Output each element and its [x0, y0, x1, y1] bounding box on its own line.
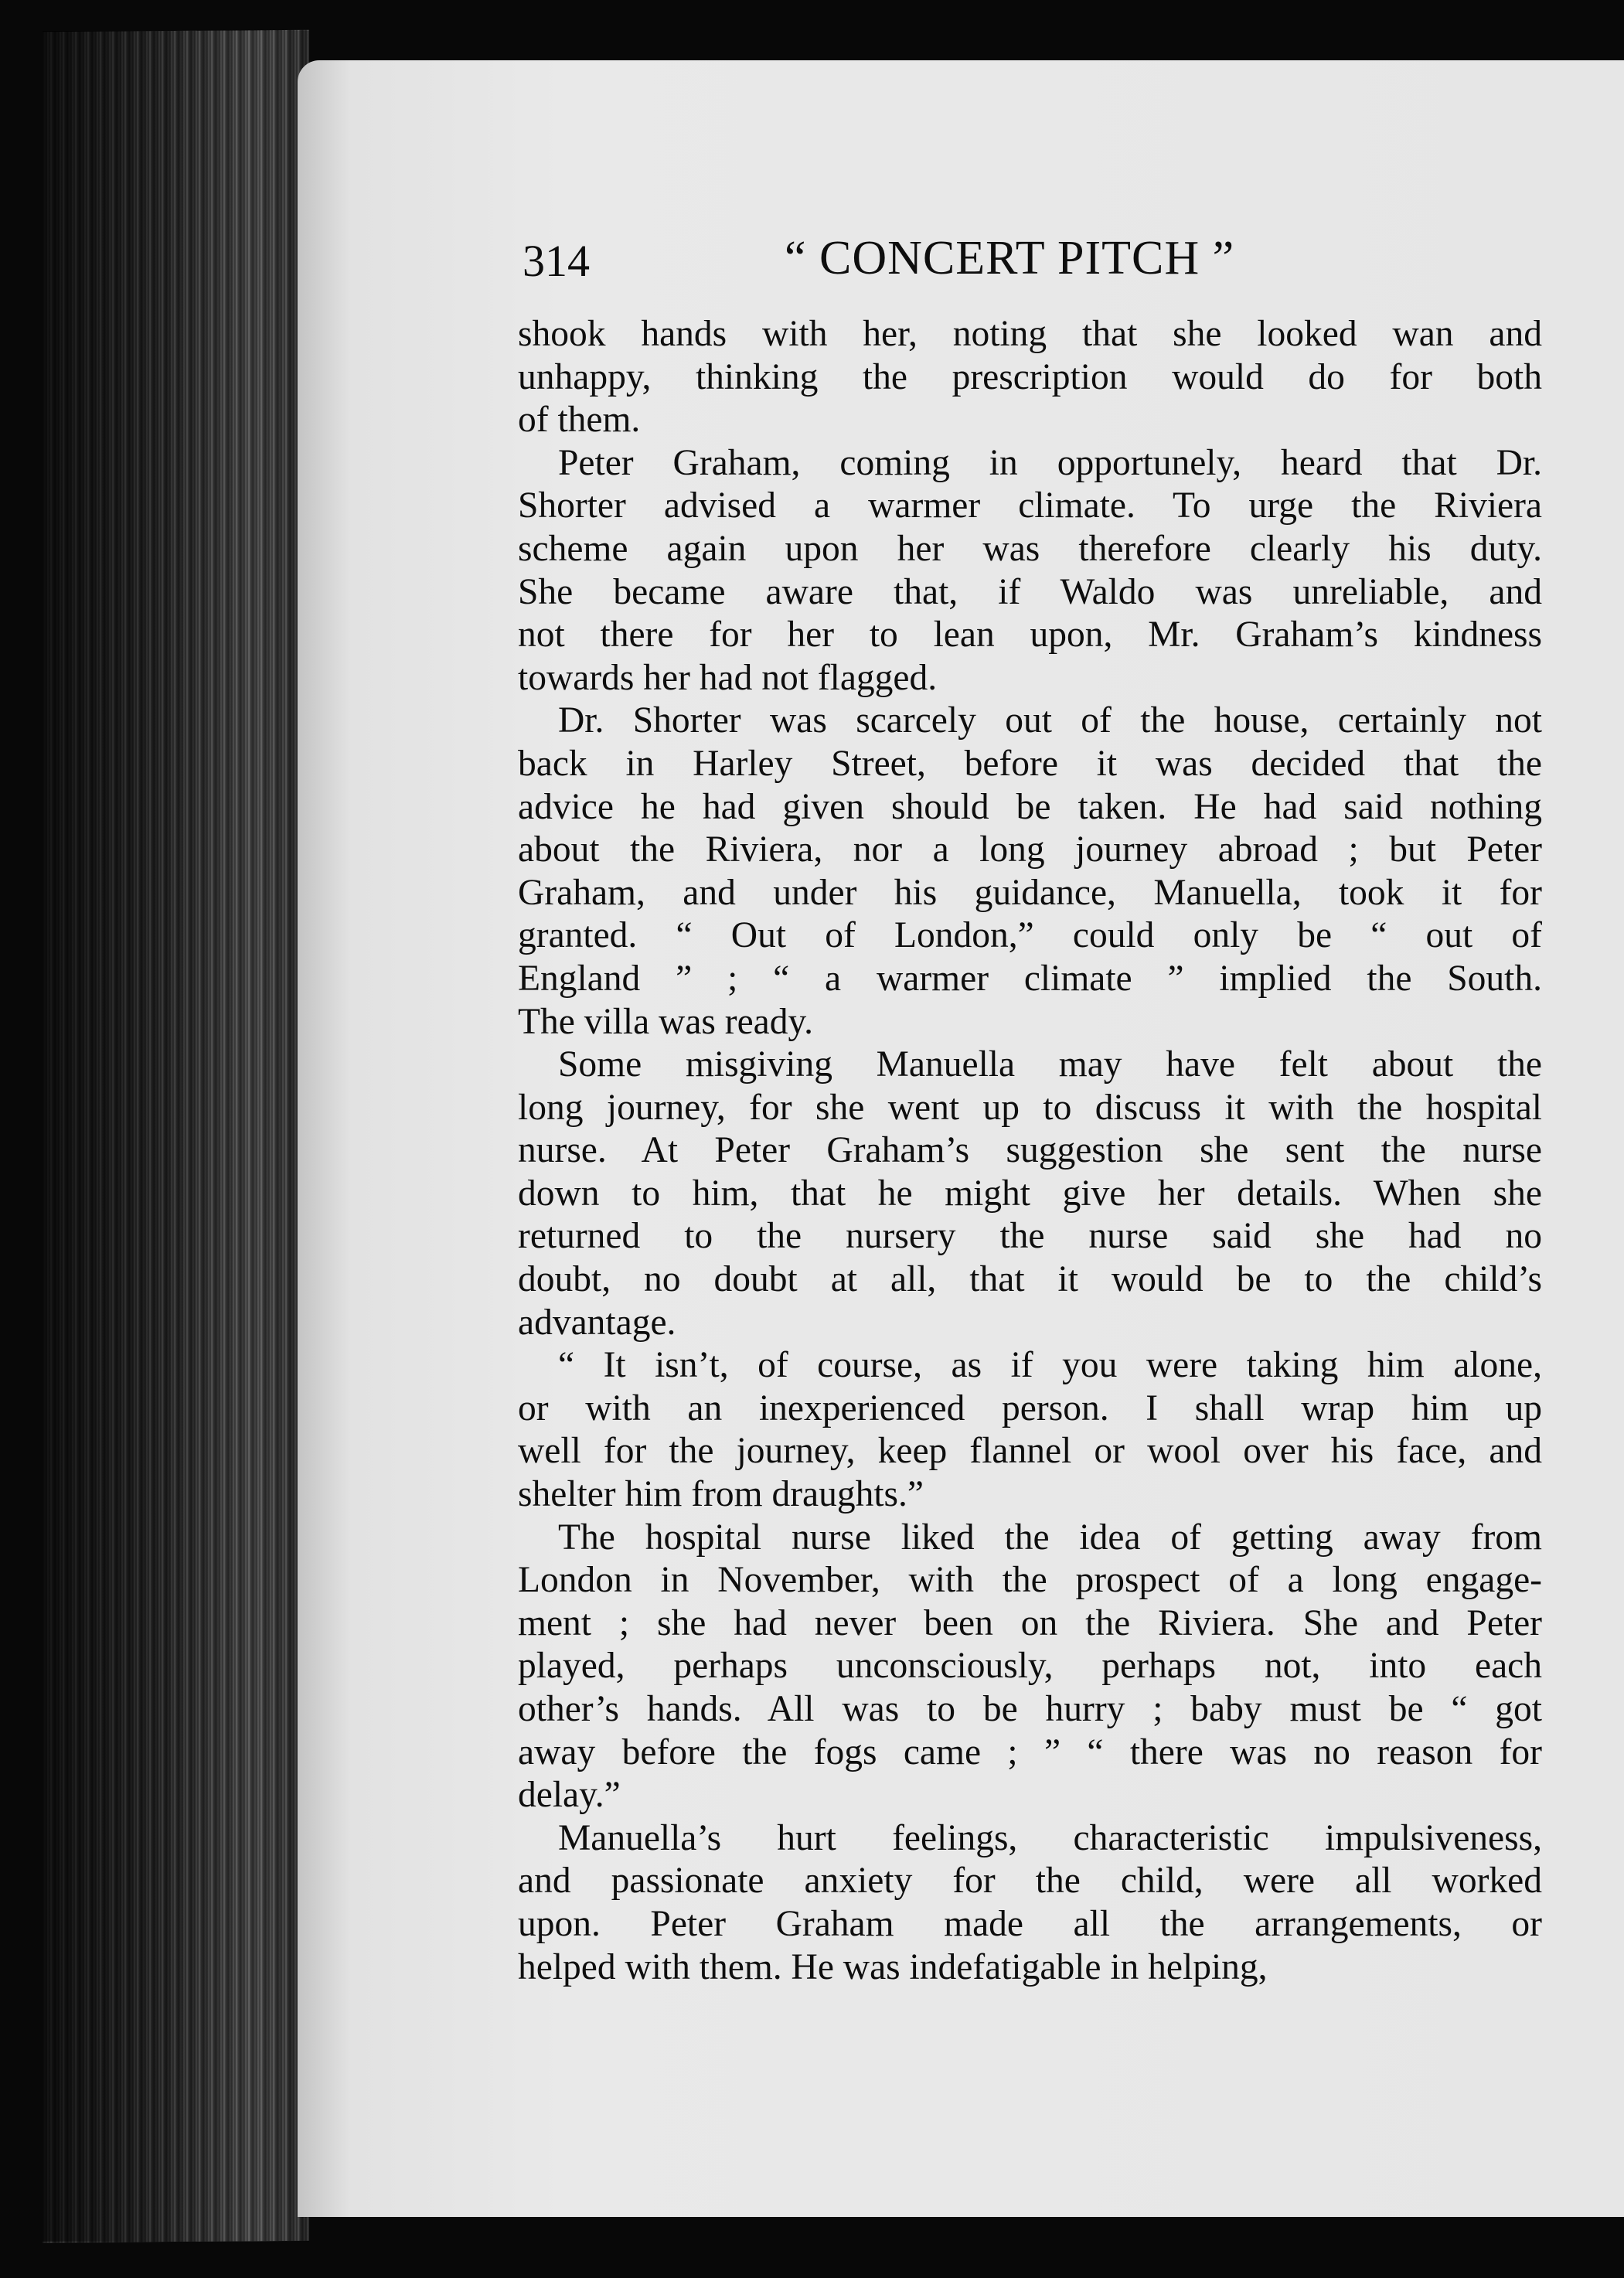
- running-title: “ CONCERT PITCH ”: [785, 232, 1235, 284]
- text-line: doubt, no doubt at all, that it would be to the child’s: [518, 1259, 1542, 1300]
- text-line: towards her had not flagged.: [518, 657, 938, 698]
- text-line: down to him, that he might give her details. When she: [518, 1173, 1542, 1214]
- text-line: and passionate anxiety for the child, were all worked: [518, 1861, 1542, 1902]
- text-line: Dr. Shorter was scarcely out of the house, certainly not: [558, 700, 1542, 741]
- text-line: scheme again upon her was therefore clearly his duty.: [518, 528, 1542, 569]
- text-line: not there for her to lean upon, Mr. Graham’s kindness: [518, 615, 1542, 655]
- page-content: [518, 228, 1542, 1989]
- body-text: [518, 313, 1542, 1989]
- page-number: 314: [523, 236, 590, 286]
- text-line: delay.”: [518, 1775, 621, 1816]
- text-line: London in November, with the prospect of a long engage-: [518, 1560, 1542, 1601]
- text-line: long journey, for she went up to discuss it with the hospital: [518, 1087, 1542, 1128]
- text-line: The villa was ready.: [518, 1001, 814, 1042]
- paragraph: [518, 1044, 1542, 1344]
- text-line: ment ; she had never been on the Riviera. She and Peter: [518, 1602, 1542, 1643]
- text-line: advice he had given should be taken. He had said nothing: [518, 786, 1542, 827]
- book-edge-shadow: [43, 31, 309, 2242]
- running-head: [518, 228, 1542, 313]
- paragraph: [518, 1344, 1542, 1516]
- text-line: helped with them. He was indefatigable in helping,: [518, 1946, 1268, 1987]
- text-line: well for the journey, keep flannel or wool over his face, and: [518, 1431, 1542, 1472]
- text-line: The hospital nurse liked the idea of getting away from: [558, 1517, 1542, 1558]
- text-line: shelter him from draughts.”: [518, 1474, 924, 1515]
- text-line: of them.: [518, 400, 641, 441]
- text-line: other’s hands. All was to be hurry ; baby must be “ got: [518, 1689, 1542, 1729]
- text-line: away before the fogs came ; ” “ there was no reason for: [518, 1731, 1542, 1772]
- paragraph: [518, 313, 1542, 442]
- text-line: Peter Graham, coming in opportunely, heard that Dr.: [558, 442, 1542, 483]
- text-line: advantage.: [518, 1302, 676, 1343]
- text-line: returned to the nursery the nurse said she had no: [518, 1216, 1542, 1257]
- text-line: “ It isn’t, of course, as if you were taking him alone,: [558, 1345, 1542, 1386]
- text-line: about the Riviera, nor a long journey abroad ; but Peter: [518, 829, 1542, 870]
- text-line: Manuella’s hurt feelings, characteristic impulsiveness,: [558, 1817, 1542, 1858]
- paragraph: [518, 442, 1542, 700]
- text-line: or with an inexperienced person. I shall wrap him up: [518, 1388, 1542, 1428]
- text-line: shook hands with her, noting that she looked wan and: [518, 314, 1542, 354]
- paragraph: [518, 1517, 1542, 1817]
- text-line: back in Harley Street, before it was decided that the: [518, 743, 1542, 784]
- text-line: unhappy, thinking the prescription would do for both: [518, 356, 1542, 397]
- text-line: Graham, and under his guidance, Manuella, took it for: [518, 872, 1542, 913]
- text-line: Some misgiving Manuella may have felt about the: [558, 1044, 1542, 1085]
- text-line: Shorter advised a warmer climate. To urge the Riviera: [518, 485, 1542, 526]
- paragraph: [518, 700, 1542, 1044]
- text-line: granted. “ Out of London,” could only be “ out of: [518, 915, 1542, 956]
- text-line: nurse. At Peter Graham’s suggestion she sent the nurse: [518, 1130, 1542, 1171]
- paragraph: [518, 1817, 1542, 1989]
- text-line: She became aware that, if Waldo was unreliable, and: [518, 571, 1542, 612]
- text-line: upon. Peter Graham made all the arrangements, or: [518, 1903, 1542, 1944]
- text-line: played, perhaps unconsciously, perhaps not, into each: [518, 1646, 1542, 1687]
- text-line: England ” ; “ a warmer climate ” implied the South.: [518, 958, 1542, 999]
